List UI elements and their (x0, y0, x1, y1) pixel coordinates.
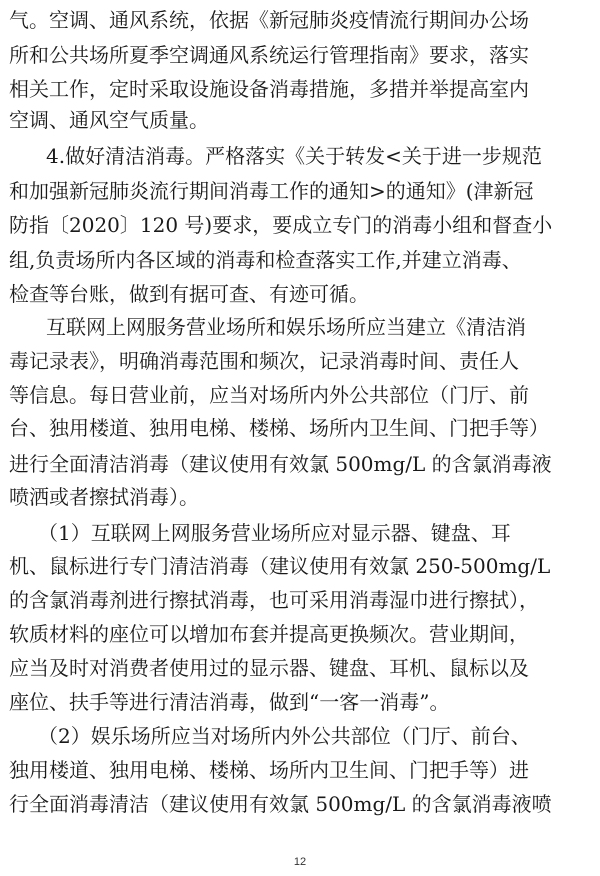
text-line: 组,负责场所内各区域的消毒和检查落实工作,并建立消毒、 (9, 248, 522, 272)
text-line: （1）互联网上网服务营业场所应对显示器、键盘、耳 (38, 521, 511, 545)
text-line: 机、鼠标进行专门清洁消毒（建议使用有效氯 250-500mg/L (9, 554, 551, 578)
text-line: 气。空调、通风系统，依据《新冠肺炎疫情流行期间办公场 (9, 8, 529, 32)
text-line: 和加强新冠肺炎流行期间消毒工作的通知>的通知》(津新冠 (9, 179, 534, 203)
text-line: 进行全面清洁消毒（建议使用有效氯 500mg/L 的含氯消毒液 (9, 452, 552, 476)
text-line: 喷洒或者擦拭消毒）。 (9, 485, 199, 509)
page-number: 12 (293, 856, 307, 868)
text-line: （2）娱乐场所应当对场所内外公共部位（门厅、前台、 (38, 724, 531, 748)
text-line: 4.做好清洁消毒。严格落实《关于转发<关于进一步规范 (46, 144, 542, 168)
text-line: 独用楼道、独用电梯、楼梯、场所内卫生间、门把手等）进 (9, 758, 529, 782)
text-line: 空调、通风空气质量。 (9, 108, 209, 132)
text-line: 应当及时对消费者使用过的显示器、键盘、耳机、鼠标以及 (9, 656, 529, 680)
text-line: 软质材料的座位可以增加布套并提高更换频次。营业期间， (9, 622, 529, 646)
text-line: 行全面消毒清洁（建议使用有效氯 500mg/L 的含氯消毒液喷 (9, 792, 552, 816)
text-line: 毒记录表》，明确消毒范围和频次，记录消毒时间、责任人 (9, 349, 519, 373)
text-line: 相关工作，定时采取设施设备消毒措施，多措并举提高室内 (9, 77, 529, 101)
text-line: 等信息。每日营业前，应当对场所内外公共部位（门厅、前 (9, 383, 529, 407)
text-line: 检查等台账，做到有据可查、有迹可循。 (9, 282, 369, 306)
text-line: 的含氯消毒剂进行擦拭消毒，也可采用消毒湿巾进行擦拭）， (9, 588, 539, 612)
text-line: 所和公共场所夏季空调通风系统运行管理指南》要求，落实 (9, 43, 529, 67)
text-line: 座位、扶手等进行清洁消毒，做到“一客一消毒”。 (9, 690, 450, 714)
text-line: 互联网上网服务营业场所和娱乐场所应当建立《清洁消 (46, 315, 526, 339)
text-line: 台、独用楼道、独用电梯、楼梯、场所内卫生间、门把手等） (9, 416, 549, 440)
text-line: 防指〔2020〕120 号)要求，要成立专门的消毒小组和督查小 (9, 213, 553, 237)
